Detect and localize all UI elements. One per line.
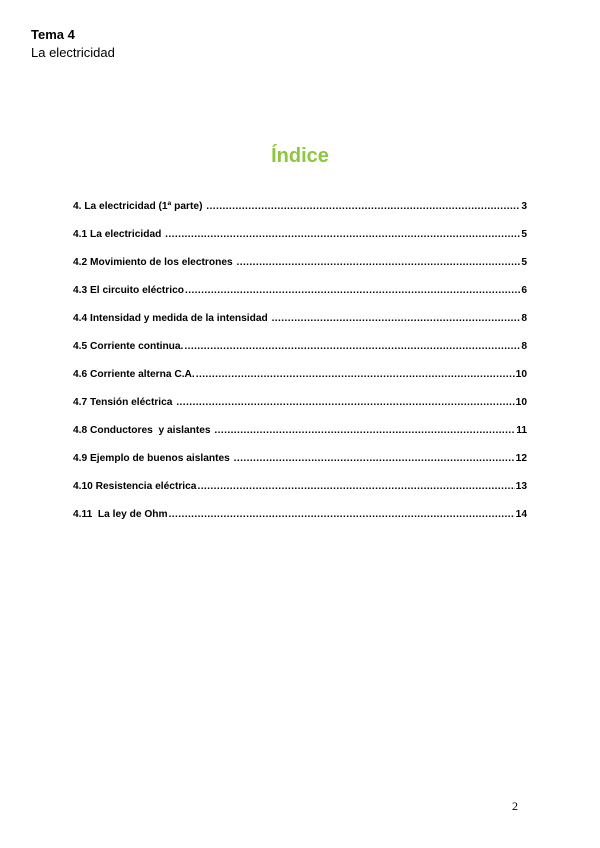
toc-entry[interactable] bbox=[73, 507, 527, 535]
toc-entry-page: 11 bbox=[516, 425, 527, 436]
toc-entry-label: 4.1 La electricidad bbox=[73, 229, 165, 240]
toc-entry-label: 4.6 Corriente alterna C.A. bbox=[73, 369, 195, 380]
toc-dot-leader bbox=[184, 339, 520, 355]
toc-entry-page: 14 bbox=[515, 509, 527, 520]
chapter-title: Tema 4 bbox=[31, 27, 75, 42]
toc-dot-leader bbox=[236, 255, 520, 271]
toc-dot-leader bbox=[197, 479, 514, 495]
toc-entry-page: 10 bbox=[515, 397, 527, 408]
toc-dot-leader bbox=[185, 283, 520, 299]
toc-entry[interactable] bbox=[73, 199, 527, 227]
toc-entry-label: 4.9 Ejemplo de buenos aislantes bbox=[73, 453, 233, 464]
toc-entry-page: 13 bbox=[515, 481, 527, 492]
toc-entry-label: 4.2 Movimiento de los electrones bbox=[73, 257, 236, 268]
toc-entry-label: 4.11 La ley de Ohm bbox=[73, 509, 168, 520]
toc-entry-page: 10 bbox=[515, 369, 527, 380]
toc-entry-page: 8 bbox=[521, 341, 527, 352]
toc-dot-leader bbox=[169, 507, 515, 523]
toc-entry[interactable] bbox=[73, 451, 527, 479]
toc-entry[interactable] bbox=[73, 395, 527, 423]
toc-dot-leader bbox=[214, 423, 515, 439]
toc-entry-page: 12 bbox=[515, 453, 527, 464]
toc-dot-leader bbox=[196, 367, 515, 383]
toc-dot-leader bbox=[272, 311, 521, 327]
toc-entry-label: 4.10 Resistencia eléctrica bbox=[73, 481, 197, 492]
toc-entry[interactable] bbox=[73, 227, 527, 255]
toc-entry[interactable] bbox=[73, 339, 527, 367]
toc-entry[interactable] bbox=[73, 479, 527, 507]
toc-entry-label: 4.4 Intensidad y medida de la intensidad bbox=[73, 313, 271, 324]
toc-entry-label: 4.3 El circuito eléctrico bbox=[73, 285, 184, 296]
toc-entry-label: 4. La electricidad (1ª parte) bbox=[73, 201, 206, 212]
toc-dot-leader bbox=[206, 199, 520, 215]
toc-entry-label: 4.7 Tensión eléctrica bbox=[73, 397, 176, 408]
toc-entry-page: 5 bbox=[521, 229, 527, 240]
toc-entry-page: 5 bbox=[521, 257, 527, 268]
toc-entry[interactable] bbox=[73, 283, 527, 311]
toc-dot-leader bbox=[234, 451, 515, 467]
chapter-subtitle: La electricidad bbox=[31, 45, 115, 60]
toc-entry[interactable] bbox=[73, 255, 527, 283]
toc-entry[interactable] bbox=[73, 311, 527, 339]
toc-entry[interactable] bbox=[73, 423, 527, 451]
index-heading: Índice bbox=[271, 145, 329, 167]
table-of-contents bbox=[73, 199, 527, 535]
page-header bbox=[31, 26, 115, 61]
toc-entry-page: 3 bbox=[521, 201, 527, 212]
page-number: 2 bbox=[512, 799, 518, 813]
toc-entry[interactable] bbox=[73, 367, 527, 395]
toc-dot-leader bbox=[165, 227, 520, 243]
toc-dot-leader bbox=[176, 395, 514, 411]
toc-entry-label: 4.8 Conductores y aislantes bbox=[73, 425, 214, 436]
toc-entry-page: 8 bbox=[521, 313, 527, 324]
toc-entry-label: 4.5 Corriente continua. bbox=[73, 341, 184, 352]
toc-entry-page: 6 bbox=[521, 285, 527, 296]
